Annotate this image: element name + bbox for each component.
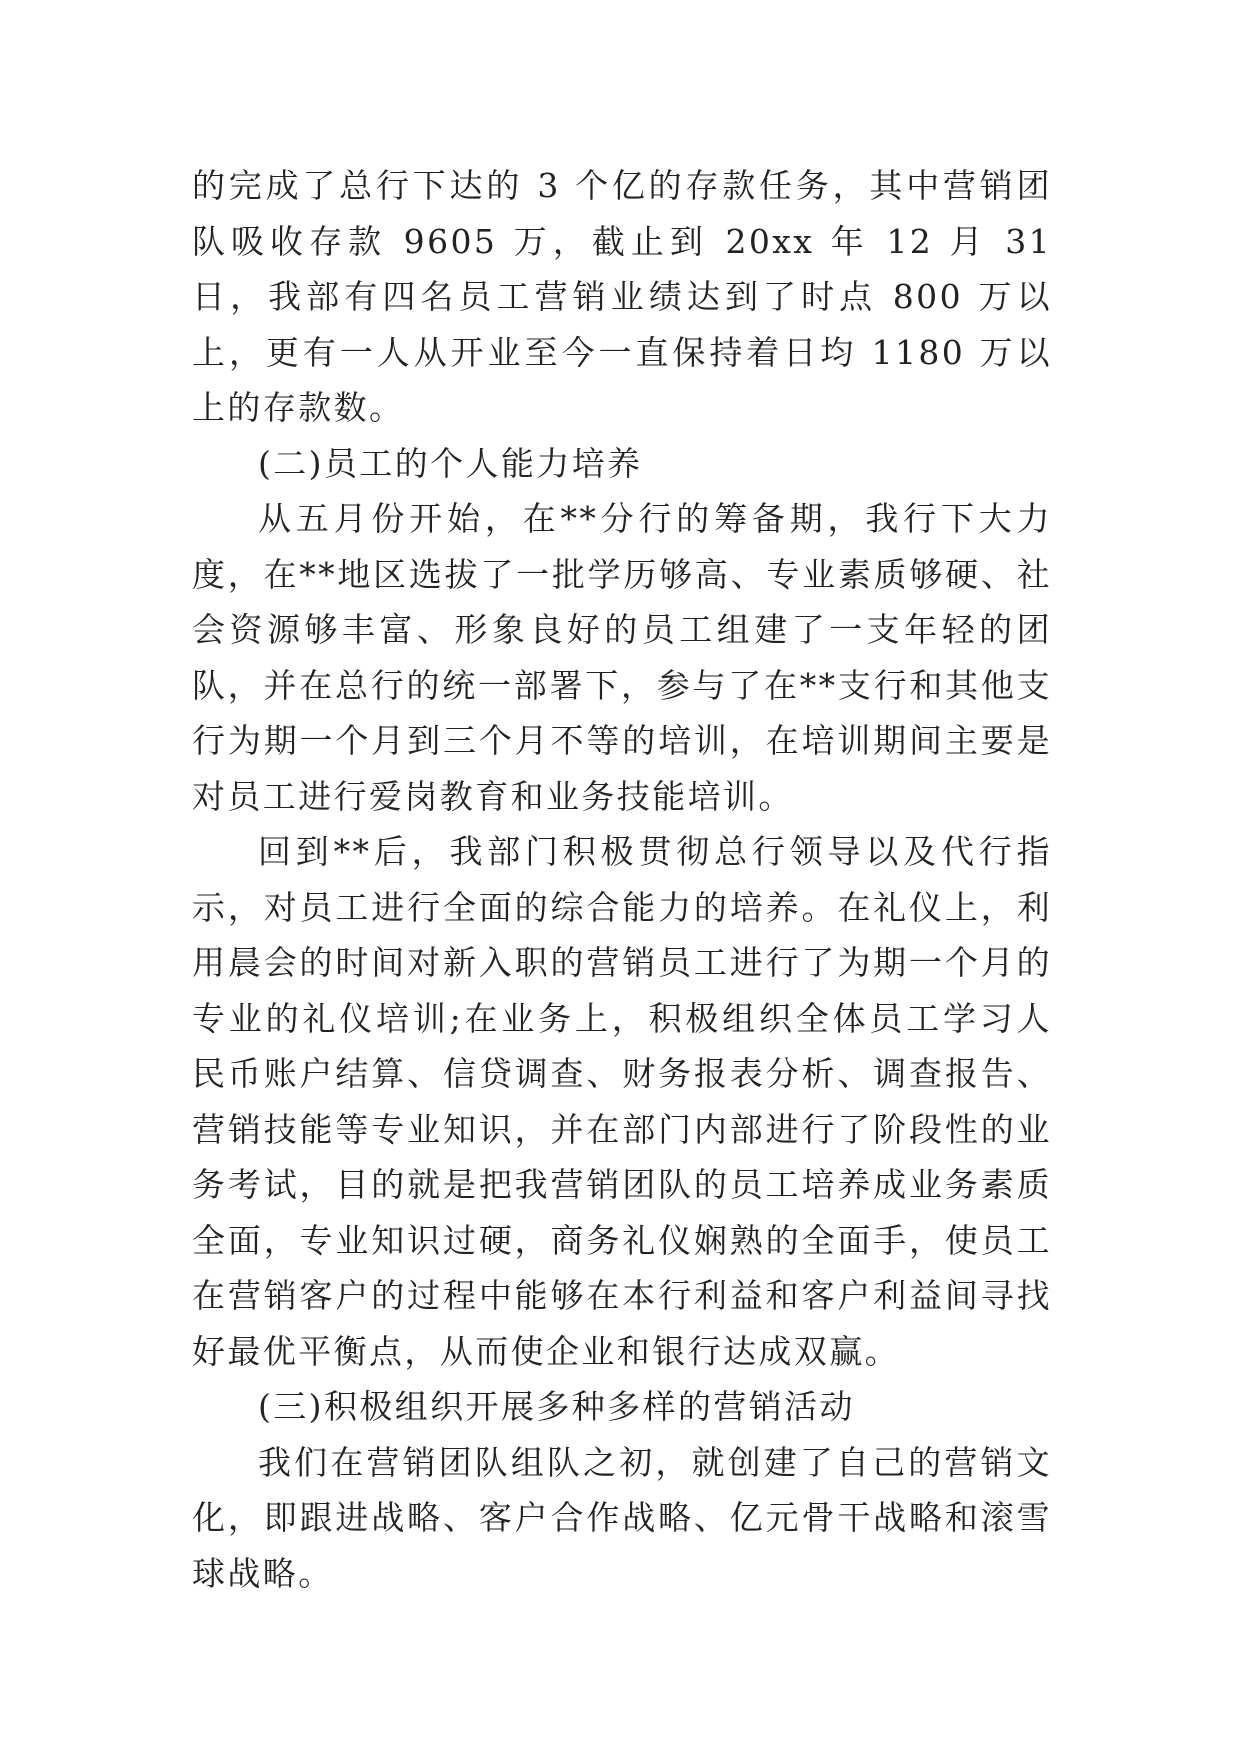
paragraph-training-intro: 从五月份开始，在**分行的筹备期，我行下大力度，在**地区选拔了一批学历够高、专业素质够硬、社会资源够丰富、形象良好的员工组建了一支年轻的团队，并在总行的统一部署下，参与了在**支行和其他支行为期一个月到三个月不等的培训，在培训期间主要是对员工进行爱岗教育和业务技能培训。 [192, 499, 1052, 816]
document-body [192, 158, 1052, 1601]
section-heading-3: (三)积极组织开展多种多样的营销活动 [258, 1387, 855, 1426]
section-heading-2: (二)员工的个人能力培养 [258, 443, 643, 483]
paragraph-training-details: 回到**后，我部门积极贯彻总行领导以及代行指示，对员工进行全面的综合能力的培养。在礼仪上，利用晨会的时间对新入职的营销员工进行了为期一个月的专业的礼仪培训;在业务上，积极组织全体员工学习人民币账户结算、信贷调查、财务报表分析、调查报告、营销技能等专业知识，并在部门内部进行了阶段性的业务考试，目的就是把我营销团队的员工培养成业务素质全面，专业知识过硬，商务礼仪娴熟的全面手，使员工在营销客户的过程中能够在本行利益和客户利益间寻找好最优平衡点，从而使企业和银行达成双赢。 [192, 832, 1052, 1371]
paragraph-continuation: 的完成了总行下达的 3 个亿的存款任务，其中营销团队吸收存款 9605 万，截止到 20xx 年 12 月 31 日，我部有四名员工营销业绩达到了时点 800 万以上，更有一人从开业至今一直保持着日均 1180 万以上的存款数。 [192, 166, 1052, 427]
paragraph-marketing-culture: 我们在营销团队组队之初，就创建了自己的营销文化，即跟进战略、客户合作战略、亿元骨干战略和滚雪球战略。 [192, 1442, 1052, 1593]
